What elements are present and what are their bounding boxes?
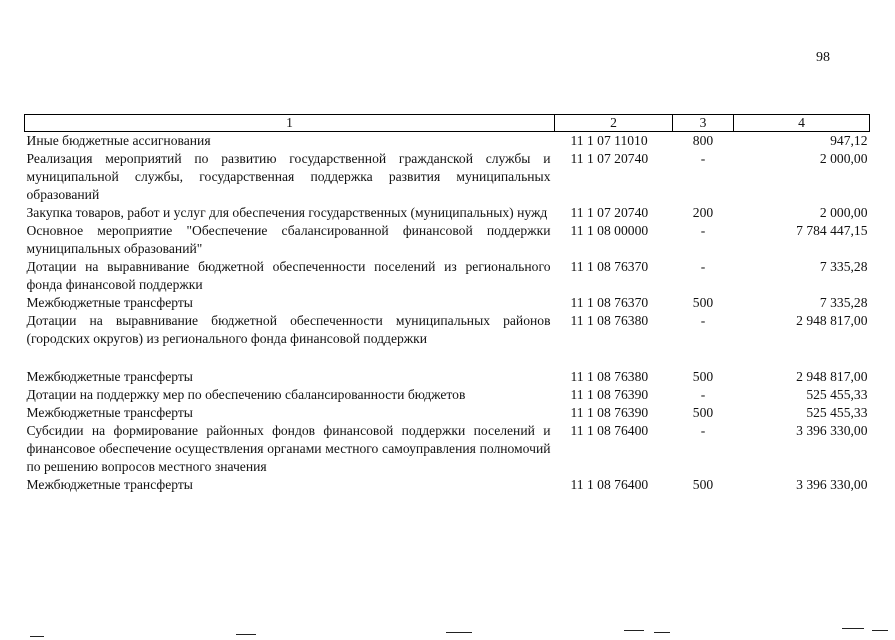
row-type: - <box>700 259 706 274</box>
header-cell-4: 4 <box>734 115 870 132</box>
row-amount: 3 396 330,00 <box>796 423 868 438</box>
scan-artifact <box>654 632 670 633</box>
row-code: 11 1 08 76400 <box>570 423 649 438</box>
page-number: 98 <box>816 50 830 65</box>
row-code: 11 1 08 76400 <box>570 477 649 492</box>
table-row <box>25 258 870 294</box>
row-amount: 7 784 447,15 <box>796 223 868 238</box>
row-type: - <box>700 151 706 166</box>
row-name: Иные бюджетные ассигнования <box>26 133 211 148</box>
row-name: Дотации на поддержку мер по обеспечению сбалансированности бюджетов <box>26 387 466 402</box>
budget-table-container <box>24 114 869 494</box>
table-row <box>25 404 870 422</box>
row-name: Основное мероприятие "Обеспечение сбалансированной финансовой поддержки муниципальных образований" <box>26 223 551 256</box>
row-name: Закупка товаров, работ и услуг для обеспечения государственных (муниципальных) нужд <box>26 205 548 220</box>
row-code: 11 1 08 76390 <box>570 405 649 420</box>
row-type: 500 <box>692 405 714 420</box>
table-row <box>25 150 870 204</box>
scan-artifact <box>842 628 864 629</box>
table-body <box>25 132 870 495</box>
row-name: Межбюджетные трансферты <box>26 295 193 310</box>
row-type: - <box>700 223 706 238</box>
header-cell-2: 2 <box>555 115 673 132</box>
row-type: 200 <box>692 205 714 220</box>
row-code: 11 1 08 76370 <box>570 259 649 274</box>
row-amount: 525 455,33 <box>806 387 868 402</box>
table-row <box>25 422 870 476</box>
row-name: Межбюджетные трансферты <box>26 369 193 384</box>
table-row <box>25 132 870 151</box>
row-amount: 525 455,33 <box>806 405 868 420</box>
row-amount: 2 000,00 <box>819 205 868 220</box>
header-cell-3: 3 <box>673 115 734 132</box>
table-row <box>25 204 870 222</box>
row-name: Дотации на выравнивание бюджетной обеспеченности поселений из регионального фонда финансовой поддержки <box>26 259 551 292</box>
header-cell-1: 1 <box>25 115 555 132</box>
row-code: 11 1 08 76370 <box>570 295 649 310</box>
scan-artifact <box>446 632 472 633</box>
row-name: Межбюджетные трансферты <box>26 477 193 492</box>
row-amount: 947,12 <box>830 133 868 148</box>
row-type: 500 <box>692 477 714 492</box>
row-code: 11 1 08 00000 <box>570 223 649 238</box>
row-type: - <box>700 313 706 328</box>
row-name: Реализация мероприятий по развитию государственной гражданской службы и муниципальной службы, государственная поддержка развития муниципальных образований <box>26 151 551 202</box>
row-name: Дотации на выравнивание бюджетной обеспеченности муниципальных районов (городских округов) из регионального фонда финансовой поддержки <box>26 313 551 346</box>
scan-artifact <box>872 630 888 631</box>
table-row <box>25 386 870 404</box>
table-row <box>25 476 870 494</box>
row-amount: 7 335,28 <box>819 295 868 310</box>
scan-artifact <box>624 630 644 631</box>
row-name: Межбюджетные трансферты <box>26 405 193 420</box>
row-type: - <box>700 387 706 402</box>
scan-artifact <box>30 636 44 637</box>
row-code: 11 1 07 20740 <box>570 151 649 166</box>
spacer-cell <box>25 348 870 368</box>
row-code: 11 1 08 76390 <box>570 387 649 402</box>
row-name: Субсидии на формирование районных фондов финансовой поддержки поселений и финансовое обеспечение осуществления органами местного самоуправления полномочий по решению вопросов местного значения <box>26 423 551 474</box>
row-code: 11 1 07 20740 <box>570 205 649 220</box>
spacer-row <box>25 348 870 368</box>
scan-artifact <box>236 634 256 635</box>
row-code: 11 1 08 76380 <box>570 369 649 384</box>
row-code: 11 1 08 76380 <box>570 313 649 328</box>
row-amount: 7 335,28 <box>819 259 868 274</box>
table-row <box>25 368 870 386</box>
row-type: - <box>700 423 706 438</box>
row-amount: 2 000,00 <box>819 151 868 166</box>
row-type: 800 <box>692 133 714 148</box>
table-header <box>25 115 870 132</box>
row-amount: 2 948 817,00 <box>796 369 868 384</box>
row-code: 11 1 07 11010 <box>570 133 648 148</box>
header-row <box>25 115 870 132</box>
table-row <box>25 222 870 258</box>
row-type: 500 <box>692 295 714 310</box>
row-amount: 2 948 817,00 <box>796 313 868 328</box>
row-amount: 3 396 330,00 <box>796 477 868 492</box>
table-row <box>25 294 870 312</box>
table-row <box>25 312 870 348</box>
budget-table <box>24 114 870 494</box>
row-type: 500 <box>692 369 714 384</box>
